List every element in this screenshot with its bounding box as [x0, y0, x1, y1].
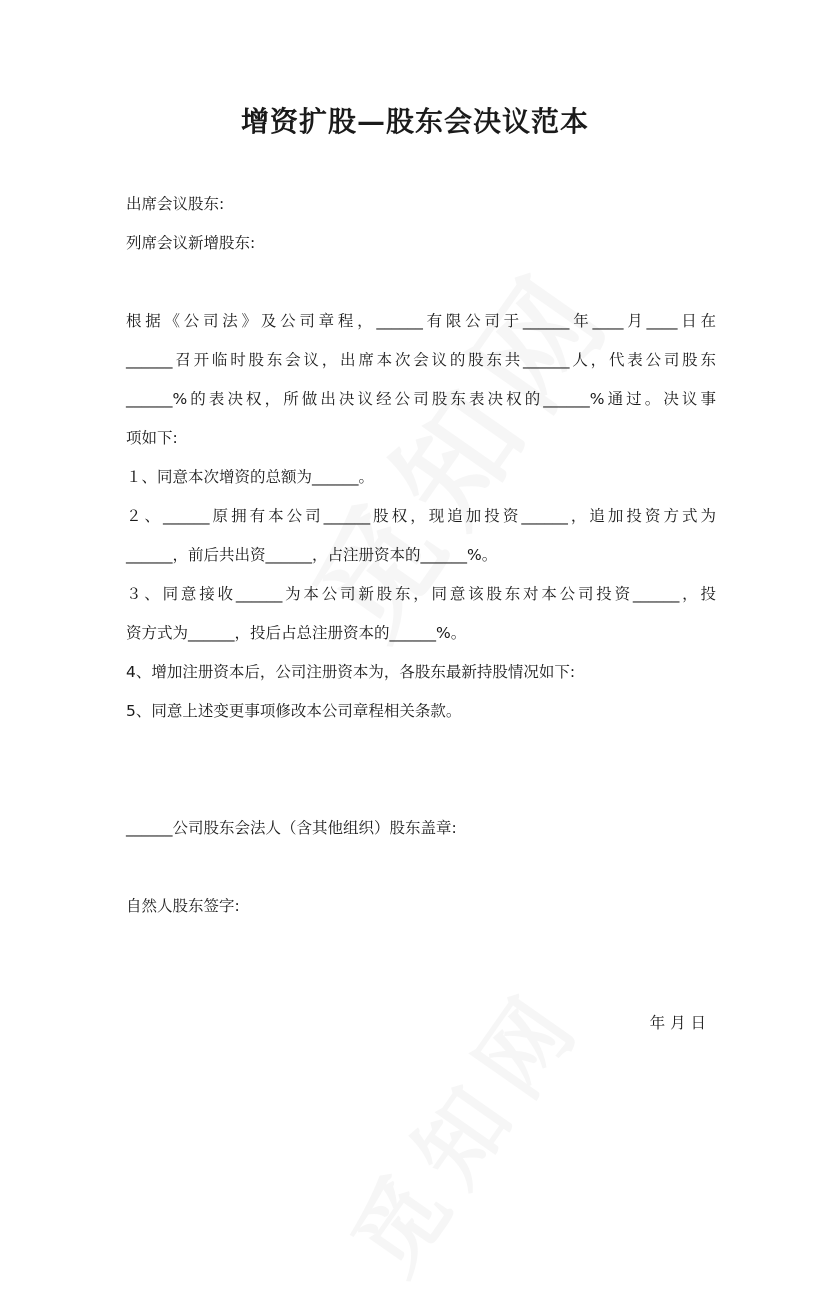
attendees-label: 出席会议股东: — [126, 195, 225, 213]
resolution-item: ______，前后共出资______，占注册资本的______%。 — [126, 546, 498, 564]
document-title: 增资扩股—股东会决议范本 — [240, 105, 589, 138]
intro-line: ______召开临时股东会议，出席本次会议的股东共______人，代表公司股东 — [126, 351, 716, 369]
intro-line: ______%的表决权，所做出决议经公司股东表决权的______%通过。决议事 — [126, 390, 716, 408]
resolution-item: 5、同意上述变更事项修改本公司章程相关条款。 — [126, 702, 462, 720]
resolution-item: 资方式为______，投后占总注册资本的______%。 — [126, 624, 467, 642]
new-attendees-label: 列席会议新增股东: — [126, 234, 256, 252]
natural-person-signature-label: 自然人股东签字: — [126, 897, 240, 915]
resolution-item: ３、同意接收______为本公司新股东，同意该股东对本公司投资______，投 — [126, 585, 716, 603]
intro-line: 根据《公司法》及公司章程，______有限公司于______年____月____日在 — [126, 312, 716, 330]
intro-line: 项如下: — [126, 429, 178, 447]
corporate-seal-label: ______公司股东会法人（含其他组织）股东盖章: — [126, 819, 457, 837]
date-label: 年 月 日 — [649, 1014, 706, 1032]
resolution-item: ２、______原拥有本公司______股权，现追加投资______，追加投资方式为 — [126, 507, 716, 525]
resolution-item: 4、增加注册资本后，公司注册资本为，各股东最新持股情况如下: — [126, 663, 576, 681]
resolution-item: １、同意本次增资的总额为______。 — [126, 468, 375, 486]
